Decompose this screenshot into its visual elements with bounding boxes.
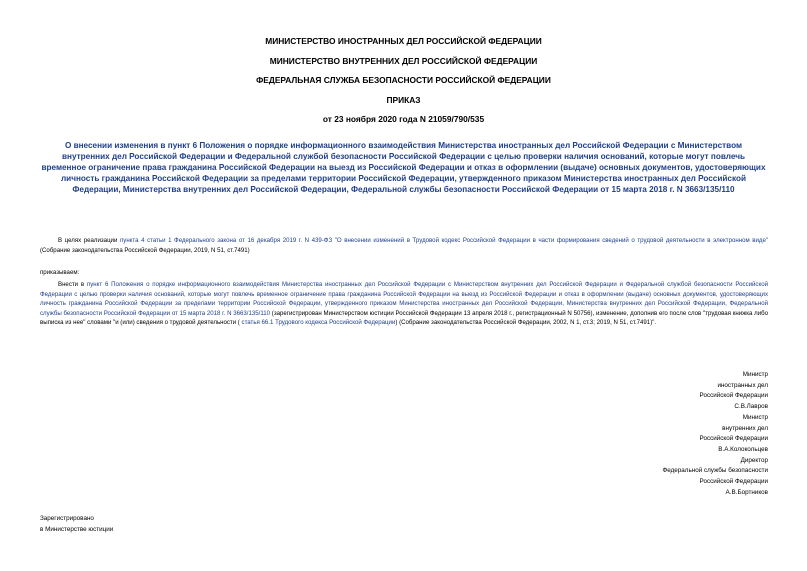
ministry-1-heading: МИНИСТЕРСТВО ИНОСТРАННЫХ ДЕЛ РОССИЙСКОЙ ФЕДЕРАЦИИ — [265, 36, 542, 46]
order-body-paragraph — [40, 280, 768, 328]
signature-line: иностранных дел — [717, 381, 768, 389]
preamble-link-federal-law[interactable]: пункта 4 статьи 1 Федерального закона от 16 декабря 2019 г. N 439-ФЗ "О внесении изменений в Трудовой кодекс Российской Федерации в части формирования сведений о трудовой деятельности в электронном виде" — [119, 237, 769, 244]
signature-line: Министр — [742, 371, 768, 378]
registration-line-2: в Министерстве юстиции — [40, 525, 114, 533]
ministry-2-heading: МИНИСТЕРСТВО ВНУТРЕННИХ ДЕЛ РОССИЙСКОЙ ФЕДЕРАЦИИ — [269, 56, 538, 66]
signatory-name: С.В.Лавров — [734, 403, 768, 411]
signature-line: Российской Федерации — [699, 435, 768, 443]
preamble-paragraph — [40, 236, 768, 255]
registration-note — [40, 514, 113, 535]
body-link-labor-code[interactable]: статья 66.1 Трудового кодекса Российской Федерации — [241, 319, 396, 327]
registration-line-1: Зарегистрировано — [40, 515, 94, 522]
body-link-regulation[interactable]: пункт 6 Положения о порядке информационного взаимодействия Министерства иностранных дел Российской Федерации с Министерством внутренних дел Российской Федерации и Федеральной службой безопасности Российской Федерации с целью проверки наличия оснований, которые могут повлечь временное ограничение права гражданина Российской Федерации на выезд из Российской Федерации и отказ в оформлении (выдаче) основных документов, удостоверяющих личность гражданина Российской Федерации за пределами территории Российской Федерации, утвержденного приказом Министерства иностранных дел Российской Федерации, Министерства внутренних дел Российской Федерации, Федеральной службы безопасности Российской Федерации от 15 марта 2018 г. N 3663/135/110 — [40, 281, 769, 317]
signature-line: Директор — [740, 456, 768, 464]
signature-line: внутренних дел — [722, 424, 768, 432]
signatory-name: В.А.Колокольцев — [718, 445, 768, 453]
preamble-source: (Собрание законодательства Российской Федерации, 2019, N 51, ст.7491) — [40, 246, 250, 254]
signature-line: Федеральной службы безопасности — [662, 467, 768, 475]
document-date-number: от 23 ноября 2020 года N 21059/790/535 — [322, 114, 485, 124]
signatures-block — [560, 370, 768, 498]
signatory-name: А.В.Бортников — [725, 488, 768, 496]
body-text-2: (зарегистрирован Министерством юстиции Российской Федерации 13 апреля 2018 г., регистрационный N 50756), изменение, дополнив его после слов "трудовая книжка либо выписка из нее" словами "и (или) сведения о трудовой деятельности ( — [40, 309, 768, 327]
signature-line: Российской Федерации — [699, 392, 768, 400]
body-text-1: Внести в — [58, 281, 87, 288]
title-text: О внесении изменения в — [64, 141, 168, 150]
signature-line: Министр — [742, 413, 768, 421]
signature-line: Российской Федерации — [699, 478, 768, 486]
body-text-3: ) (Собрание законодательства Российской Федерации, 2002, N 1, ст.3; 2019, N 51, ст.7491)". — [395, 319, 657, 327]
fsb-heading: ФЕДЕРАЛЬНАЯ СЛУЖБА БЕЗОПАСНОСТИ РОССИЙСКОЙ ФЕДЕРАЦИИ — [256, 75, 551, 85]
preamble-text: В целях реализации — [58, 237, 120, 244]
title-link-regulation[interactable]: пункт 6 Положения о порядке информационного взаимодействия Министерства иностранных дел Российской Федерации с Министерством внутренних дел Российской Федерации и Федеральной службой безопасности Российской Федерации с целью проверки наличия оснований, которые могут повлечь временное ограничение права гражданина Российской Федерации на выезд из Российской Федерации и отказ в оформлении (выдаче) основных документов, удостоверяющих личность гражданина Российской Федерации за пределами территории Российской Федерации, утвержденного приказом Министерства иностранных дел Российской Федерации, Министерства внутренних дел Российской Федерации, Федеральной службы безопасности Российской Федерации от 15 марта 2018 г. N 3663/135/110 — [41, 141, 766, 194]
document-title — [40, 140, 767, 195]
document-type: ПРИКАЗ — [386, 95, 421, 105]
order-word: приказываем: — [40, 269, 80, 276]
